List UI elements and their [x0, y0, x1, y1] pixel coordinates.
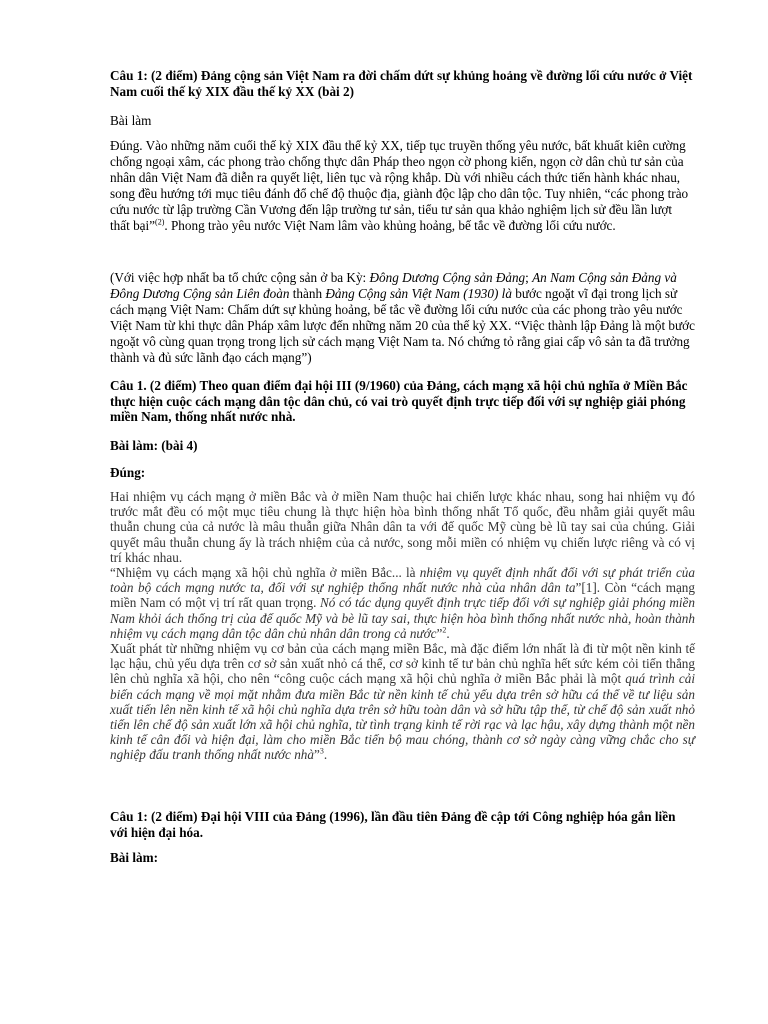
question-1-answer-paragraph: [110, 138, 695, 234]
footnote-ref: 2: [442, 625, 447, 635]
q2-p2-text: “Nhiệm vụ cách mạng xã hội chủ nghĩa ở miền Bắc... là: [110, 565, 420, 581]
question-2-answer: [110, 489, 695, 763]
question-1-title: Câu 1: (2 điểm) Đảng cộng sản Việt Nam ra đời chấm dứt sự khủng hoảng về đường lối cứu nước ở Việt Nam cuối thế kỷ XIX đầu thế kỷ XX (bài 2): [110, 68, 693, 99]
q1-p1-text: Đúng. Vào những năm cuối thế kỷ XIX đầu thế kỷ XX, tiếp tục truyền thống yêu nước, bất khuất kiên cường chống ngoại xâm, các phong trào chống thực dân Pháp theo ngọn cờ phong kiến, ngọn cờ dân chủ tư sản của nhân dân Việt Nam đã diễn ra quyết liệt, liên tục và rộng khắp. Dù với nhiều cách thức tiến hành khác nhau, song đều hướng tới mục tiêu đánh đổ chế độ thuộc địa, giành độc lập cho dân tộc. Tuy nhiên, “các phong trào cứu nước từ lập trường Cần Vương đến lập trường tư sản, tiểu tư sản qua khảo nghiệm lịch sử đều lần lượt thất bại”: [110, 138, 689, 233]
q2-paragraph-2: [110, 565, 695, 641]
q1-p2-sep: ;: [525, 270, 533, 285]
question-3-bai-lam: Bài làm:: [110, 850, 158, 865]
q2-p2-quote-2: Nó có tác dụng quyết định trực tiếp đối với sự nghiệp giải phóng miền Nam khỏi ách thống trị của đế quốc Mỹ và bè lũ tay sai, thực hiện hòa bình thống nhất nước nhà, hoàn thành nhiệm vụ cách mạng dân tộc dân chủ nhân dân trong cả nước: [110, 595, 696, 641]
q2-p2-mid: ”[1]. Còn “cách mạng miền Nam có một vị trí rất quan trọng.: [110, 580, 695, 611]
q2-p2-quote-1: nhiệm vụ quyết định nhất đối với sự phát triển của toàn bộ cách mạng nước ta, đối với sự nghiệp thống nhất nước nhà của nhân dân ta: [110, 565, 695, 596]
footnote-ref: 3: [319, 747, 324, 757]
question-1-bai-lam: Bài làm: [110, 113, 152, 128]
org-name-2: An Nam Cộng sản Đảng và Đông Dương Cộng sản Liên đoàn: [110, 270, 677, 301]
q2-p3-quote: quá trình cải biến cách mạng về mọi mặt nhằm đưa miền Bắc từ nền kinh tế chủ yếu dựa trên sở hữu cá thể về tư liệu sản xuất tiến lên nền kinh tế xã hội chủ nghĩa dựa trên sở hữu toàn dân và sở hữu tập thể, từ chế độ sản xuất nhỏ tiến lên chế độ sản xuất lớn xã hội chủ nghĩa, từ tình trạng kinh tế rời rạc và lạc hậu, xây dựng thành một nền kinh tế cân đối và hiện đại, làm cho miền Bắc tiến bộ mau chóng, thành cơ sở ngày càng vững chắc cho sự nghiệp đấu tranh thống nhất nước nhà: [110, 671, 695, 763]
question-2-dung: Đúng:: [110, 465, 146, 480]
q2-p3-end: .: [323, 747, 328, 763]
q1-p2-text: (Với việc hợp nhất ba tổ chức cộng sản ở ba Kỳ:: [110, 270, 370, 285]
q2-p2-end: .: [446, 625, 450, 641]
q1-p2-join: thành: [289, 286, 326, 301]
q1-p1-end: . Phong trào yêu nước Việt Nam lâm vào khủng hoảng, bế tắc về đường lối cứu nước.: [164, 218, 616, 233]
q2-paragraph-3: [110, 641, 695, 763]
q2-paragraph-1: Hai nhiệm vụ cách mạng ở miền Bắc và ở miền Nam thuộc hai chiến lược khác nhau, song hai nhiệm vụ đó trước mắt đều có một mục tiêu chung là thực hiện hòa bình thống nhất Tổ quốc, đều nhằm giải quyết mâu thuẫn chung của cả nước là mâu thuẫn giữa Nhân dân ta với đế quốc Mỹ cùng bè lũ tay sai của chúng. Giải quyết mâu thuẫn chung ấy là trách nhiệm của cả nước, song mỗi miền có nhiệm vụ chiến lược riêng và có vị trí khác nhau.: [110, 489, 695, 565]
q2-p3-close: ”: [313, 747, 320, 763]
q2-p2-close: ”: [436, 625, 443, 641]
question-3-title: Câu 1: (2 điểm) Đại hội VIII của Đảng (1996), lần đầu tiên Đảng đề cập tới Công nghiệp hóa gắn liền với hiện đại hóa.: [110, 809, 676, 840]
q1-p2-rest: bước ngoặt vĩ đại trong lịch sử cách mạng Việt Nam: Chấm dứt sự khủng hoảng, bế tắc về đường lối cứu nước của các phong trào yêu nước Việt Nam từ khi thực dân Pháp xâm lược đến những năm 20 của thế kỷ XX. “Việc thành lập Đảng là một bước ngoặt vô cùng quan trọng trong lịch sử cách mạng Việt Nam ta. Nó chứng tỏ rằng giai cấp vô sản ta đã trưởng thành và đủ sức lãnh đạo cách mạng”): [110, 286, 695, 365]
party-name: Đảng Cộng sản Việt Nam (1930) là: [325, 286, 512, 301]
footnote-ref: (2): [155, 217, 165, 227]
question-2-title: Câu 1. (2 điểm) Theo quan điểm đại hội III (9/1960) của Đảng, cách mạng xã hội chủ nghĩa ở Miền Bắc thực hiện cuộc cách mạng dân tộc dân chủ, có vai trò quyết định trực tiếp đối với sự nghiệp giải phóng miền Nam, thống nhất nước nhà.: [110, 378, 688, 425]
question-1-note-paragraph: [110, 270, 695, 366]
question-2-bai-lam: Bài làm: (bài 4): [110, 438, 198, 453]
q2-p3-text: Xuất phát từ những nhiệm vụ cơ bản của cách mạng miền Bắc, mà đặc điểm lớn nhất là đi từ một nền kinh tế lạc hậu, chủ yếu dựa trên cơ sở sản xuất nhỏ cá thể, cơ sở kinh tế tư bản chủ nghĩa hết sức kém cỏi tiến thẳng lên chủ nghĩa xã hội, cho nên “công cuộc cách mạng xã hội chủ nghĩa ở miền Bắc phải là một: [110, 641, 695, 687]
org-name-1: Đông Dương Cộng sản Đảng: [369, 270, 526, 285]
